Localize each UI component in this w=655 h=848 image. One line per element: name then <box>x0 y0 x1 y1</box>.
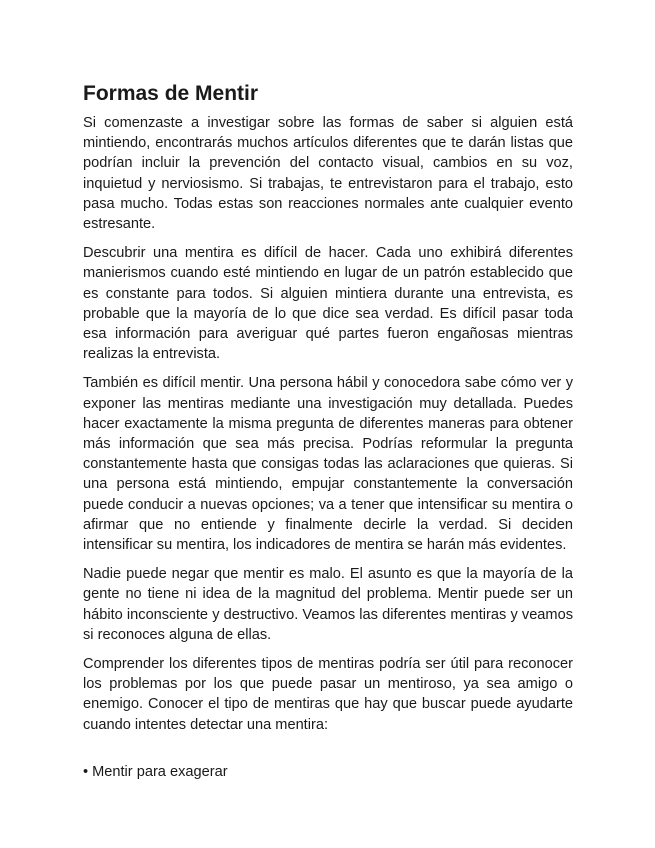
document-page <box>83 80 573 782</box>
paragraph-2: Descubrir una mentira es difícil de hacer. Cada uno exhibirá diferentes manierismos cuando esté mintiendo en lugar de un patrón establecido que es constante para todos. Si alguien mintiera durante una entrevista, es probable que la mayoría de lo que dice sea verdad. Es difícil pasar toda esa información para averiguar qué partes fueron engañosas mientras realizas la entrevista. <box>83 245 573 363</box>
paragraph-4: Nadie puede negar que mentir es malo. El asunto es que la mayoría de la gente no tiene ni idea de la magnitud del problema. Mentir puede ser un hábito inconsciente y destructivo. Veamos las diferentes mentiras y veamos si reconoces alguna de ellas. <box>83 566 573 643</box>
paragraph-1: Si comenzaste a investigar sobre las formas de saber si alguien está mintiendo, encontrarás muchos artículos diferentes que te darán listas que podrían incluir la prevención del contacto visual, cambios en su voz, inquietud y nerviosismo. Si trabajas, te entrevistaron para el trabajo, esto pasa mucho. Todas estas son reacciones normales ante cualquier evento estresante. <box>83 115 573 233</box>
page-title: Formas de Mentir <box>83 82 259 105</box>
bullet-list <box>83 762 573 782</box>
paragraph-3: También es difícil mentir. Una persona hábil y conocedora sabe cómo ver y exponer las mentiras mediante una investigación muy detallada. Puedes hacer exactamente la misma pregunta de diferentes maneras para obtener más información que sea más precisa. Podrías reformular la pregunta constantemente hasta que consigas todas las aclaraciones que quieras. Si una persona está mintiendo, empujar constantemente la conversación puede conducir a nuevas opciones; va a tener que intensificar su mentira o afirmar que no entiende y finalmente decirle la verdad. Si deciden intensificar su mentira, los indicadores de mentira se harán más evidentes. <box>83 375 573 554</box>
list-item: • Mentir para exagerar <box>83 762 573 782</box>
paragraph-5: Comprender los diferentes tipos de mentiras podría ser útil para reconocer los problemas por los que puede pasar un mentiroso, ya sea amigo o enemigo. Conocer el tipo de mentiras que hay que buscar puede ayudarte cuando intentes detectar una mentira: <box>83 656 573 733</box>
